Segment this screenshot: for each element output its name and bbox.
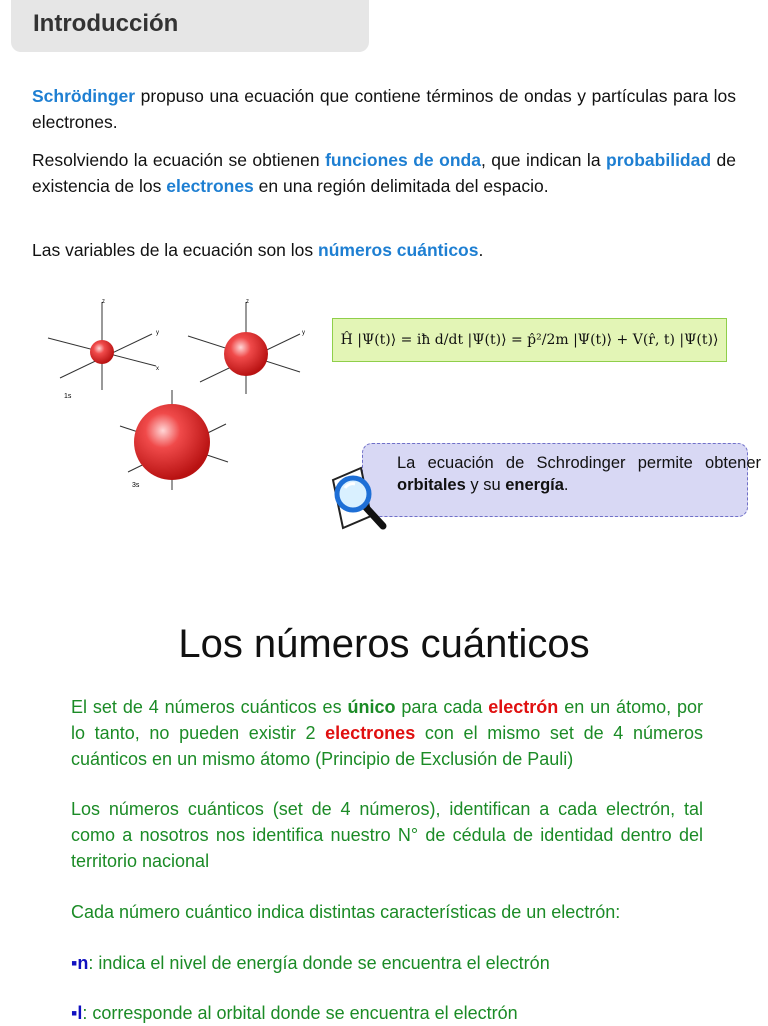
section-paragraph-2: Los números cuánticos (set de 4 números), identifican a cada electrón, tal como a nosotros nos identifica nuestro N° de cédula de identidad dentro del territorio nacional xyxy=(71,799,703,871)
section-paragraph-3: Cada número cuántico indica distintas características de un electrón: xyxy=(71,902,621,922)
text: . xyxy=(478,240,484,260)
text: propuso una ecuación que contiene términos de ondas y partículas para los electrones. xyxy=(32,86,736,132)
term-orbitales: orbitales xyxy=(397,476,466,494)
callout-text xyxy=(397,452,761,496)
text: , que indican la xyxy=(480,150,607,170)
orbital-1s xyxy=(48,302,156,390)
bullet-key-n: n xyxy=(77,953,89,973)
axis-x-label: x xyxy=(156,366,159,372)
text: Resolviendo la ecuación se obtienen xyxy=(32,150,326,170)
text: y su xyxy=(465,476,506,494)
axis-z-label: z xyxy=(102,299,105,305)
text: de existencia de los xyxy=(32,150,737,196)
text: La ecuación de Schrodinger permite obtener xyxy=(397,454,761,472)
intro-paragraph-1 xyxy=(32,83,736,135)
orbital-2s xyxy=(188,302,300,394)
term-schrodinger: Schrödinger xyxy=(32,86,136,106)
text: en una región delimitada del espacio. xyxy=(253,176,549,196)
text: en un átomo, por lo tanto, no pueden existir 2 xyxy=(71,697,704,743)
term-electrones: electrones xyxy=(166,176,254,196)
orbital-figure xyxy=(38,294,318,494)
term-numeros-cuanticos: números cuánticos xyxy=(318,240,479,260)
section-title: Los números cuánticos xyxy=(178,622,590,666)
sphere-3s xyxy=(134,404,210,480)
text: : corresponde al orbital donde se encuentra el electrón xyxy=(82,1003,518,1023)
section-paragraph-1 xyxy=(71,694,703,772)
intro-paragraph-3 xyxy=(32,237,736,263)
axis-y-label: y xyxy=(156,330,159,336)
term-unico: único xyxy=(347,697,396,717)
text: con el mismo set de 4 números cuánticos en un mismo átomo (Principio de Exclusión de Pauli) xyxy=(71,723,703,769)
text: : indica el nivel de energía donde se encuentra el electrón xyxy=(88,953,550,973)
magnifier-icon xyxy=(323,462,391,532)
sphere-1s xyxy=(90,340,114,364)
bullet-key-l: l xyxy=(77,1003,83,1023)
text: El set de 4 números cuánticos es xyxy=(71,697,348,717)
text: Las variables de la ecuación son los xyxy=(32,240,319,260)
bullet-marker: ▪ xyxy=(71,953,78,973)
term-funciones-de-onda: funciones de onda xyxy=(325,150,481,170)
text: . xyxy=(563,476,569,494)
term-energia: energía xyxy=(505,476,564,494)
sphere-2s xyxy=(224,332,268,376)
page-title: Introducción xyxy=(33,10,179,37)
term-electrones-red: electrones xyxy=(325,723,416,743)
bullet-n xyxy=(71,950,703,976)
label-1s: 1s xyxy=(64,393,72,400)
term-electron: electrón xyxy=(488,697,559,717)
bullet-l xyxy=(71,1000,703,1026)
orbital-3s xyxy=(120,390,228,490)
axis-z-label: z xyxy=(246,299,249,305)
bullet-marker: ▪ xyxy=(71,1003,78,1023)
intro-paragraph-2 xyxy=(32,147,736,199)
axis-y-label: y xyxy=(302,330,305,336)
label-3s: 3s xyxy=(132,482,140,489)
term-probabilidad: probabilidad xyxy=(606,150,712,170)
schrodinger-equation: Ĥ |Ψ(t)⟩ = iħ d/dt |Ψ(t)⟩ = p̂²/2m |Ψ(t)⟩ + V(r̂, t) |Ψ(t)⟩ xyxy=(332,318,727,362)
text: para cada xyxy=(395,697,489,717)
